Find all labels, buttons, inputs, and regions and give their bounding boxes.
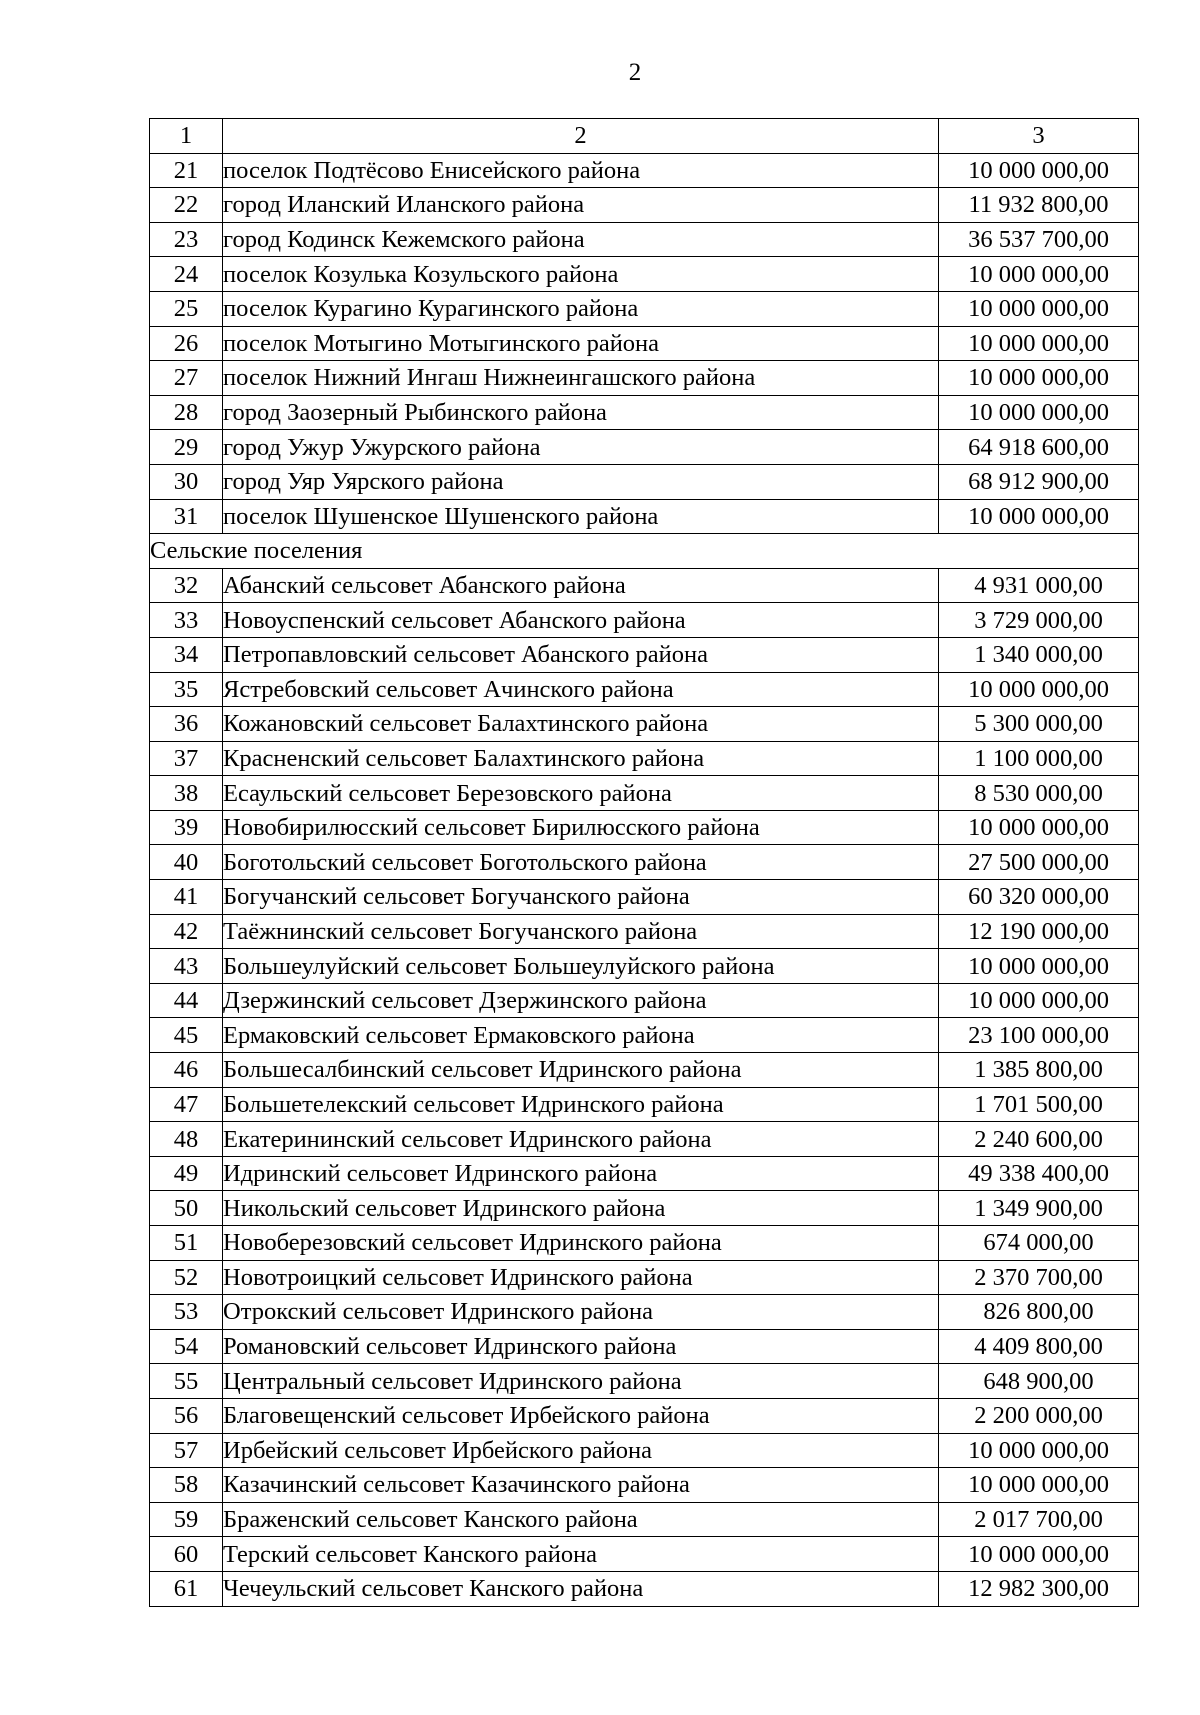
table-row <box>150 188 1139 223</box>
row-number-cell: 50 <box>150 1191 223 1226</box>
settlement-name-cell: поселок Мотыгино Мотыгинского района <box>223 326 939 361</box>
row-number-cell: 26 <box>150 326 223 361</box>
settlement-name-cell: Благовещенский сельсовет Ирбейского района <box>223 1398 939 1433</box>
row-number-cell: 27 <box>150 361 223 396</box>
settlement-name-cell: Браженский сельсовет Канского района <box>223 1502 939 1537</box>
row-number-cell: 35 <box>150 672 223 707</box>
settlement-name-cell: Ястребовский сельсовет Ачинского района <box>223 672 939 707</box>
row-number-cell: 38 <box>150 776 223 811</box>
amount-cell: 12 982 300,00 <box>939 1571 1139 1606</box>
row-number-cell: 53 <box>150 1295 223 1330</box>
table-row <box>150 430 1139 465</box>
table-row <box>150 603 1139 638</box>
row-number-cell: 47 <box>150 1087 223 1122</box>
row-number-cell: 25 <box>150 291 223 326</box>
amount-cell: 10 000 000,00 <box>939 291 1139 326</box>
amount-cell: 2 370 700,00 <box>939 1260 1139 1295</box>
header-cell-amount: 3 <box>939 119 1139 154</box>
table-row <box>150 361 1139 396</box>
settlement-name-cell: Екатерининский сельсовет Идринского района <box>223 1122 939 1157</box>
settlement-name-cell: Абанский сельсовет Абанского района <box>223 568 939 603</box>
settlement-name-cell: Чечеульский сельсовет Канского района <box>223 1571 939 1606</box>
table-row <box>150 1087 1139 1122</box>
row-number-cell: 48 <box>150 1122 223 1157</box>
row-number-cell: 43 <box>150 949 223 984</box>
row-number-cell: 32 <box>150 568 223 603</box>
amount-cell: 4 409 800,00 <box>939 1329 1139 1364</box>
row-number-cell: 60 <box>150 1537 223 1572</box>
settlement-name-cell: Новобирилюсский сельсовет Бирилюсского района <box>223 810 939 845</box>
table-row <box>150 741 1139 776</box>
settlement-name-cell: Романовский сельсовет Идринского района <box>223 1329 939 1364</box>
section-row <box>150 534 1139 569</box>
amount-cell: 10 000 000,00 <box>939 1537 1139 1572</box>
amount-cell: 60 320 000,00 <box>939 880 1139 915</box>
row-number-cell: 49 <box>150 1156 223 1191</box>
amount-cell: 27 500 000,00 <box>939 845 1139 880</box>
table-row <box>150 1364 1139 1399</box>
settlement-name-cell: поселок Подтёсово Енисейского района <box>223 153 939 188</box>
amount-cell: 10 000 000,00 <box>939 949 1139 984</box>
amount-cell: 826 800,00 <box>939 1295 1139 1330</box>
table-row <box>150 1329 1139 1364</box>
amount-cell: 12 190 000,00 <box>939 914 1139 949</box>
settlement-name-cell: Таёжнинский сельсовет Богучанского района <box>223 914 939 949</box>
amount-cell: 1 701 500,00 <box>939 1087 1139 1122</box>
settlement-name-cell: поселок Курагино Курагинского района <box>223 291 939 326</box>
amount-cell: 1 385 800,00 <box>939 1053 1139 1088</box>
row-number-cell: 57 <box>150 1433 223 1468</box>
row-number-cell: 58 <box>150 1468 223 1503</box>
settlement-name-cell: город Кодинск Кежемского района <box>223 222 939 257</box>
settlement-name-cell: город Уяр Уярского района <box>223 464 939 499</box>
amount-cell: 4 931 000,00 <box>939 568 1139 603</box>
settlement-name-cell: Петропавловский сельсовет Абанского района <box>223 637 939 672</box>
amount-cell: 1 349 900,00 <box>939 1191 1139 1226</box>
row-number-cell: 59 <box>150 1502 223 1537</box>
amount-cell: 2 017 700,00 <box>939 1502 1139 1537</box>
amount-cell: 3 729 000,00 <box>939 603 1139 638</box>
amount-cell: 10 000 000,00 <box>939 499 1139 534</box>
amount-cell: 10 000 000,00 <box>939 395 1139 430</box>
table-row <box>150 222 1139 257</box>
settlement-name-cell: город Ужур Ужурского района <box>223 430 939 465</box>
table-row <box>150 1018 1139 1053</box>
table-row <box>150 845 1139 880</box>
row-number-cell: 52 <box>150 1260 223 1295</box>
amount-cell: 10 000 000,00 <box>939 672 1139 707</box>
table-row <box>150 464 1139 499</box>
header-cell-name: 2 <box>223 119 939 154</box>
settlement-name-cell: Красненский сельсовет Балахтинского района <box>223 741 939 776</box>
amount-cell: 68 912 900,00 <box>939 464 1139 499</box>
amount-cell: 11 932 800,00 <box>939 188 1139 223</box>
amount-cell: 10 000 000,00 <box>939 1468 1139 1503</box>
header-cell-number: 1 <box>150 119 223 154</box>
amount-cell: 23 100 000,00 <box>939 1018 1139 1053</box>
settlement-name-cell: Большеулуйский сельсовет Большеулуйского района <box>223 949 939 984</box>
settlement-name-cell: Идринский сельсовет Идринского района <box>223 1156 939 1191</box>
page-number: 2 <box>628 59 642 86</box>
row-number-cell: 51 <box>150 1226 223 1261</box>
row-number-cell: 33 <box>150 603 223 638</box>
settlement-name-cell: Есаульский сельсовет Березовского района <box>223 776 939 811</box>
amount-cell: 64 918 600,00 <box>939 430 1139 465</box>
table-row <box>150 637 1139 672</box>
settlement-name-cell: Терский сельсовет Канского района <box>223 1537 939 1572</box>
amount-cell: 1 100 000,00 <box>939 741 1139 776</box>
table-row <box>150 568 1139 603</box>
table-row <box>150 914 1139 949</box>
settlement-name-cell: город Заозерный Рыбинского района <box>223 395 939 430</box>
table-row <box>150 1468 1139 1503</box>
table-row <box>150 153 1139 188</box>
row-number-cell: 39 <box>150 810 223 845</box>
table-row <box>150 1295 1139 1330</box>
table-row <box>150 1260 1139 1295</box>
amount-cell: 1 340 000,00 <box>939 637 1139 672</box>
row-number-cell: 46 <box>150 1053 223 1088</box>
row-number-cell: 22 <box>150 188 223 223</box>
row-number-cell: 42 <box>150 914 223 949</box>
table-row <box>150 1053 1139 1088</box>
row-number-cell: 34 <box>150 637 223 672</box>
row-number-cell: 29 <box>150 430 223 465</box>
amount-cell: 5 300 000,00 <box>939 707 1139 742</box>
row-number-cell: 23 <box>150 222 223 257</box>
amount-cell: 8 530 000,00 <box>939 776 1139 811</box>
amount-cell: 10 000 000,00 <box>939 983 1139 1018</box>
settlement-name-cell: Боготольский сельсовет Боготольского района <box>223 845 939 880</box>
table-row <box>150 949 1139 984</box>
table-row <box>150 1122 1139 1157</box>
row-number-cell: 31 <box>150 499 223 534</box>
settlement-name-cell: Центральный сельсовет Идринского района <box>223 1364 939 1399</box>
row-number-cell: 21 <box>150 153 223 188</box>
settlement-name-cell: Отрокский сельсовет Идринского района <box>223 1295 939 1330</box>
settlement-name-cell: Кожановский сельсовет Балахтинского района <box>223 707 939 742</box>
funding-table <box>149 118 1139 1607</box>
table-row <box>150 983 1139 1018</box>
row-number-cell: 44 <box>150 983 223 1018</box>
amount-cell: 10 000 000,00 <box>939 361 1139 396</box>
table-row <box>150 1398 1139 1433</box>
row-number-cell: 40 <box>150 845 223 880</box>
table-row <box>150 810 1139 845</box>
amount-cell: 2 240 600,00 <box>939 1122 1139 1157</box>
settlement-name-cell: Дзержинский сельсовет Дзержинского района <box>223 983 939 1018</box>
table-row <box>150 1433 1139 1468</box>
amount-cell: 10 000 000,00 <box>939 326 1139 361</box>
table-row <box>150 395 1139 430</box>
row-number-cell: 45 <box>150 1018 223 1053</box>
amount-cell: 10 000 000,00 <box>939 257 1139 292</box>
table-row <box>150 1502 1139 1537</box>
settlement-name-cell: Новотроицкий сельсовет Идринского района <box>223 1260 939 1295</box>
table-row <box>150 499 1139 534</box>
settlement-name-cell: поселок Козулька Козульского района <box>223 257 939 292</box>
settlement-name-cell: поселок Шушенское Шушенского района <box>223 499 939 534</box>
settlement-name-cell: город Иланский Иланского района <box>223 188 939 223</box>
table-row <box>150 672 1139 707</box>
amount-cell: 10 000 000,00 <box>939 1433 1139 1468</box>
table-row <box>150 1571 1139 1606</box>
settlement-name-cell: Никольский сельсовет Идринского района <box>223 1191 939 1226</box>
amount-cell: 648 900,00 <box>939 1364 1139 1399</box>
settlement-name-cell: Ермаковский сельсовет Ермаковского района <box>223 1018 939 1053</box>
table-row <box>150 880 1139 915</box>
row-number-cell: 30 <box>150 464 223 499</box>
row-number-cell: 36 <box>150 707 223 742</box>
settlement-name-cell: Большесалбинский сельсовет Идринского района <box>223 1053 939 1088</box>
table-row <box>150 257 1139 292</box>
table-row <box>150 1191 1139 1226</box>
row-number-cell: 56 <box>150 1398 223 1433</box>
amount-cell: 49 338 400,00 <box>939 1156 1139 1191</box>
settlement-name-cell: Новоуспенский сельсовет Абанского района <box>223 603 939 638</box>
row-number-cell: 54 <box>150 1329 223 1364</box>
table-row <box>150 326 1139 361</box>
table-row <box>150 1226 1139 1261</box>
table-header-row <box>150 119 1139 154</box>
settlement-name-cell: Казачинский сельсовет Казачинского района <box>223 1468 939 1503</box>
settlement-name-cell: поселок Нижний Ингаш Нижнеингашского района <box>223 361 939 396</box>
row-number-cell: 37 <box>150 741 223 776</box>
row-number-cell: 55 <box>150 1364 223 1399</box>
table-row <box>150 1156 1139 1191</box>
amount-cell: 10 000 000,00 <box>939 153 1139 188</box>
row-number-cell: 24 <box>150 257 223 292</box>
row-number-cell: 61 <box>150 1571 223 1606</box>
settlement-name-cell: Богучанский сельсовет Богучанского района <box>223 880 939 915</box>
row-number-cell: 41 <box>150 880 223 915</box>
row-number-cell: 28 <box>150 395 223 430</box>
amount-cell: 674 000,00 <box>939 1226 1139 1261</box>
settlement-name-cell: Большетелекский сельсовет Идринского района <box>223 1087 939 1122</box>
settlement-name-cell: Новоберезовский сельсовет Идринского района <box>223 1226 939 1261</box>
table-row <box>150 291 1139 326</box>
amount-cell: 2 200 000,00 <box>939 1398 1139 1433</box>
settlement-name-cell: Ирбейский сельсовет Ирбейского района <box>223 1433 939 1468</box>
table-row <box>150 707 1139 742</box>
table-row <box>150 1537 1139 1572</box>
amount-cell: 10 000 000,00 <box>939 810 1139 845</box>
section-title: Сельские поселения <box>150 534 1139 569</box>
amount-cell: 36 537 700,00 <box>939 222 1139 257</box>
table-row <box>150 776 1139 811</box>
